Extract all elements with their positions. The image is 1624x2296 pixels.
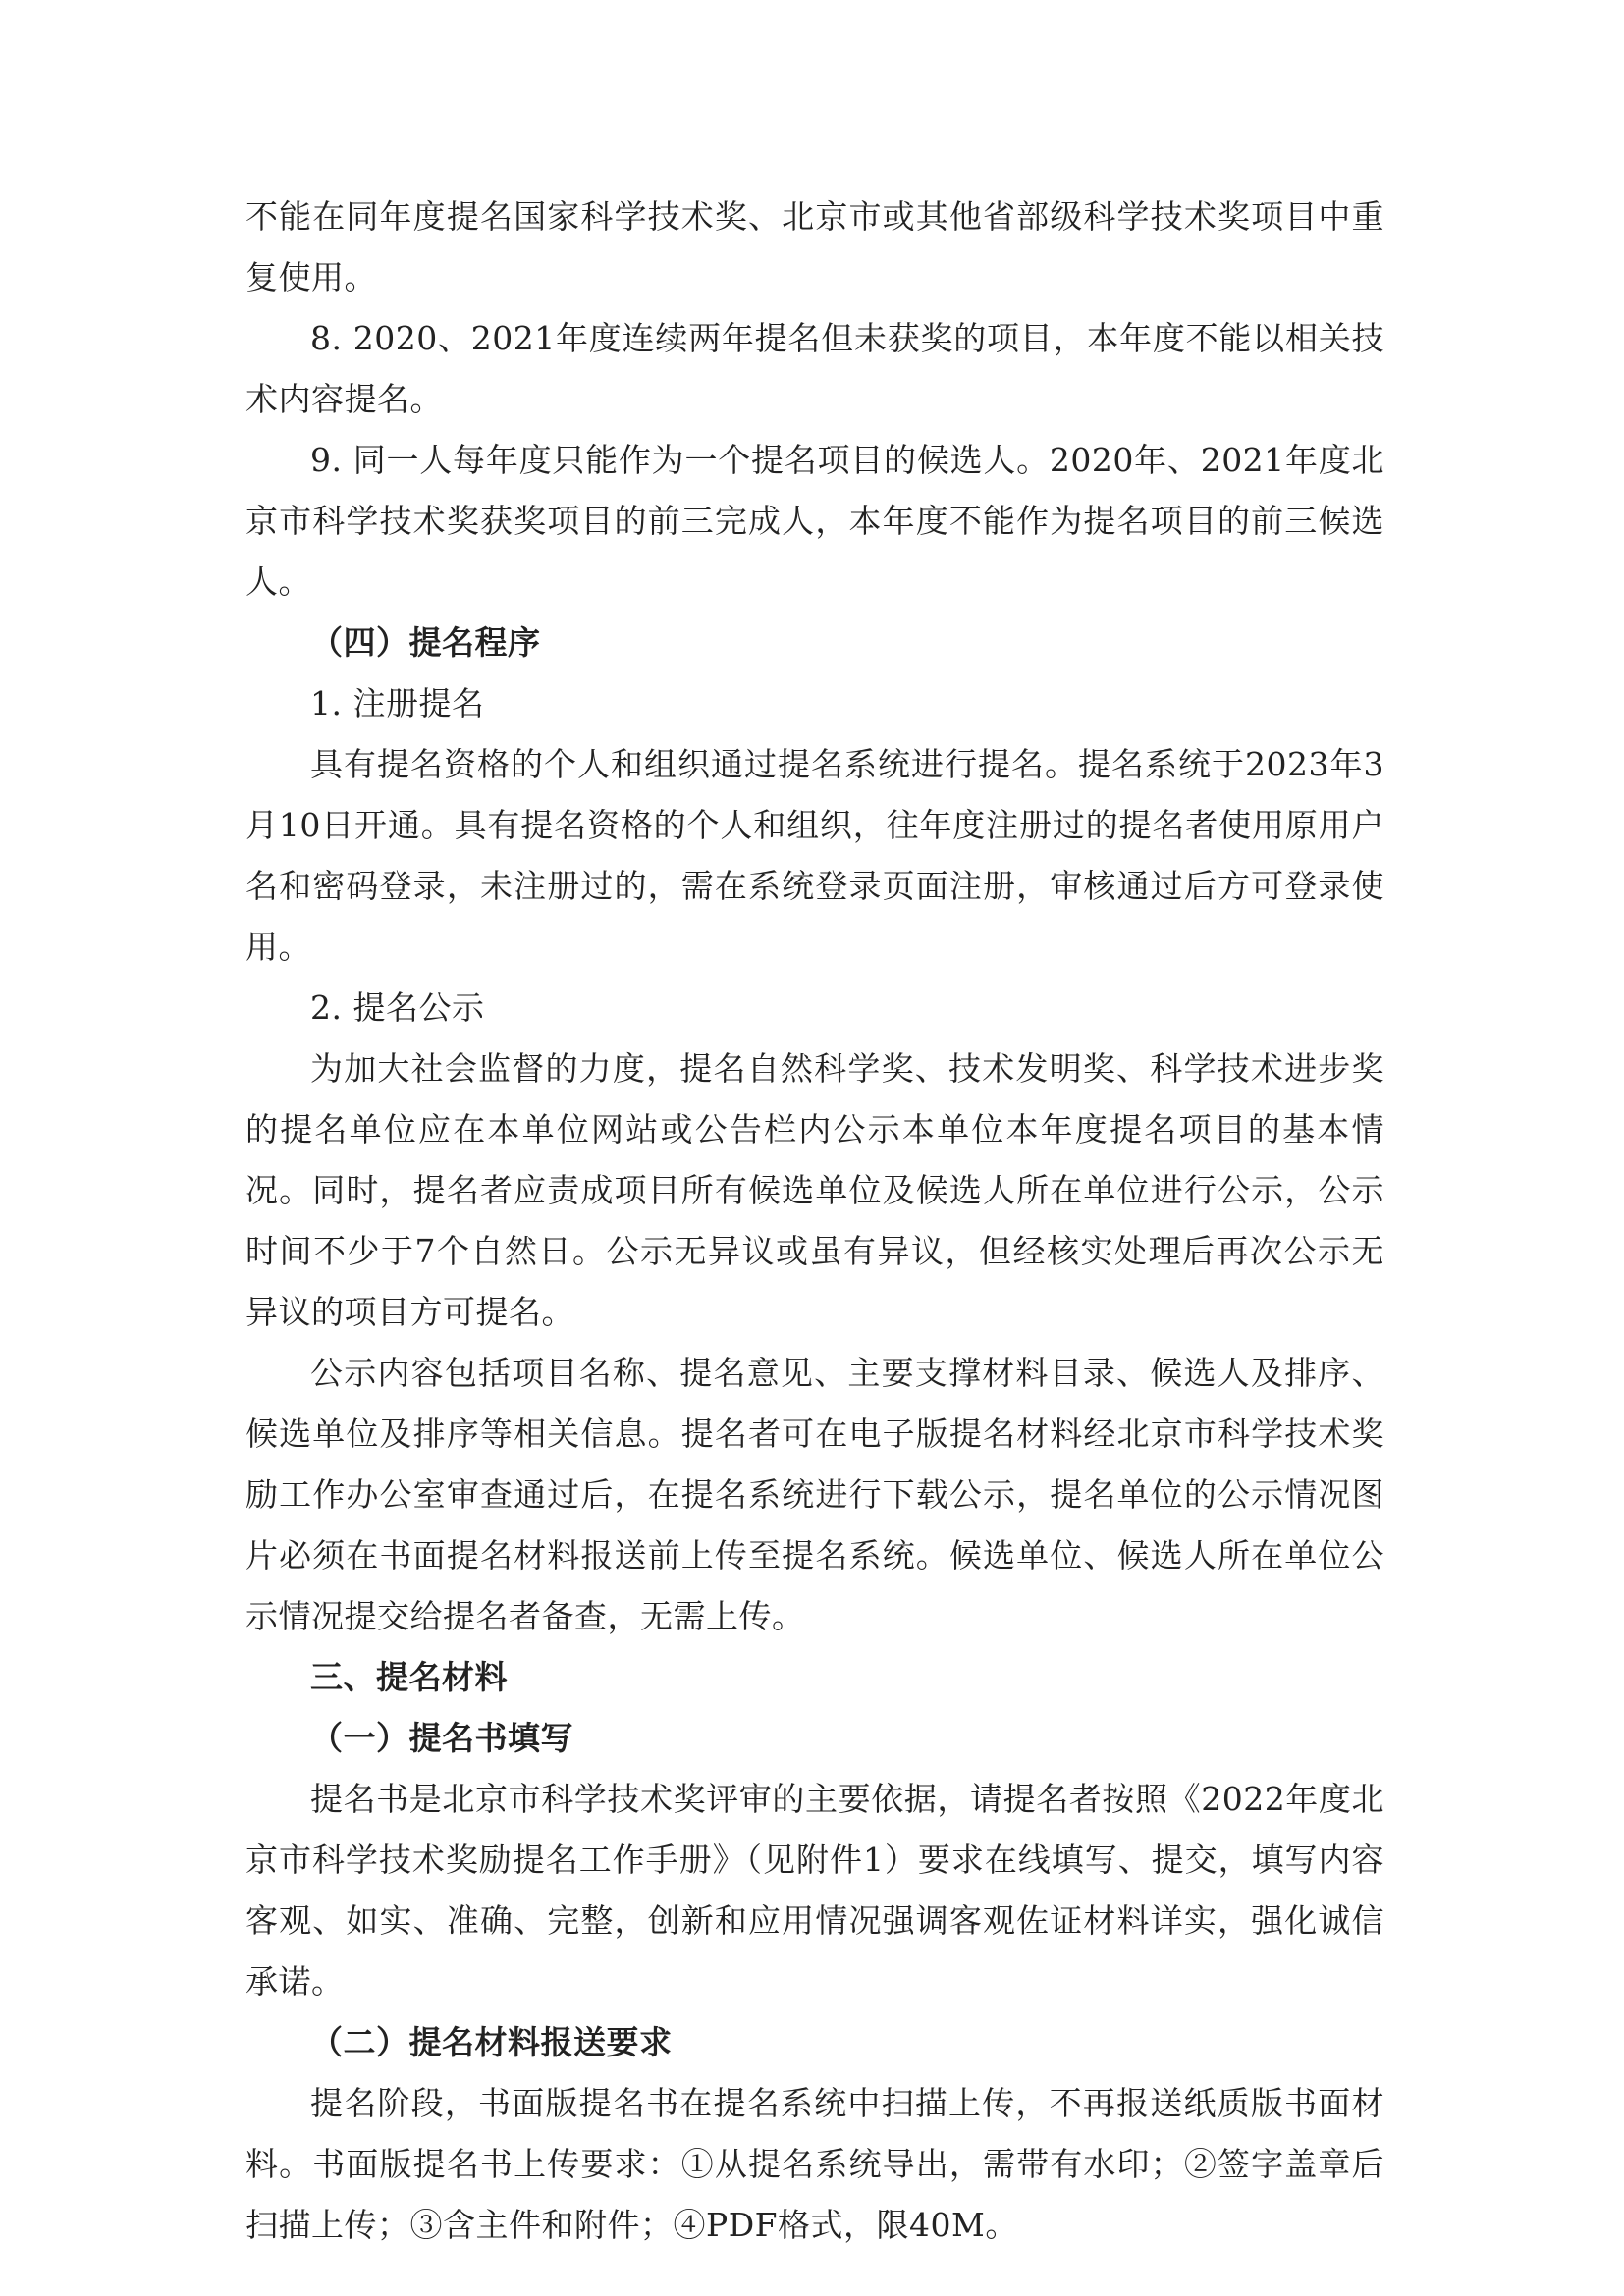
paragraph-publicity: 为加大社会监督的力度，提名自然科学奖、技术发明奖、科学技术进步奖的提名单位应在本单位网站或公告栏内公示本单位本年度提名项目的基本情况。同时，提名者应责成项目所有候选单位及候选人所在单位进行公示，公示时间不少于7个自然日。公示无异议或虽有异议，但经核实处理后再次公示无异议的项目方可提名。 (245, 1049, 1384, 1331)
paragraph-item-9: 9. 同一人每年度只能作为一个提名项目的候选人。2020年、2021年度北京市科学技术奖获奖项目的前三完成人，本年度不能作为提名项目的前三候选人。 (245, 441, 1384, 601)
document-page (245, 187, 1384, 2256)
paragraph-publicity-content: 公示内容包括项目名称、提名意见、主要支撑材料目录、候选人及排序、候选单位及排序等相关信息。提名者可在电子版提名材料经北京市科学技术奖励工作办公室审查通过后，在提名系统进行下载公示，提名单位的公示情况图片必须在书面提名材料报送前上传至提名系统。候选单位、候选人所在单位公示情况提交给提名者备查，无需上传。 (245, 1354, 1384, 1635)
subheading-registration: 1. 注册提名 (310, 684, 485, 722)
heading-submission-requirements: （二）提名材料报送要求 (310, 2023, 673, 2061)
paragraph-submission-requirements: 提名阶段，书面版提名书在提名系统中扫描上传，不再报送纸质版书面材料。书面版提名书上传要求：①从提名系统导出，需带有水印；②签字盖章后扫描上传；③含主件和附件；④PDF格式，限40M。 (245, 2084, 1384, 2244)
paragraph-form-filling: 提名书是北京市科学技术奖评审的主要依据，请提名者按照《2022年度北京市科学技术奖励提名工作手册》（见附件1）要求在线填写、提交，填写内容客观、如实、准确、完整，创新和应用情况强调客观佐证材料详实，强化诚信承诺。 (245, 1780, 1384, 2001)
heading-form-filling: （一）提名书填写 (310, 1719, 573, 1757)
paragraph-continued: 不能在同年度提名国家科学技术奖、北京市或其他省部级科学技术奖项目中重复使用。 (245, 197, 1384, 296)
paragraph-item-8: 8. 2020、2021年度连续两年提名但未获奖的项目，本年度不能以相关技术内容提名。 (245, 319, 1384, 418)
heading-nomination-procedure: （四）提名程序 (310, 623, 541, 662)
subheading-publicity: 2. 提名公示 (310, 988, 485, 1027)
heading-nomination-materials: 三、提名材料 (310, 1658, 508, 1696)
paragraph-registration: 具有提名资格的个人和组织通过提名系统进行提名。提名系统于2023年3月10日开通。具有提名资格的个人和组织，往年度注册过的提名者使用原用户名和密码登录，未注册过的，需在系统登录页面注册，审核通过后方可登录使用。 (245, 745, 1384, 966)
